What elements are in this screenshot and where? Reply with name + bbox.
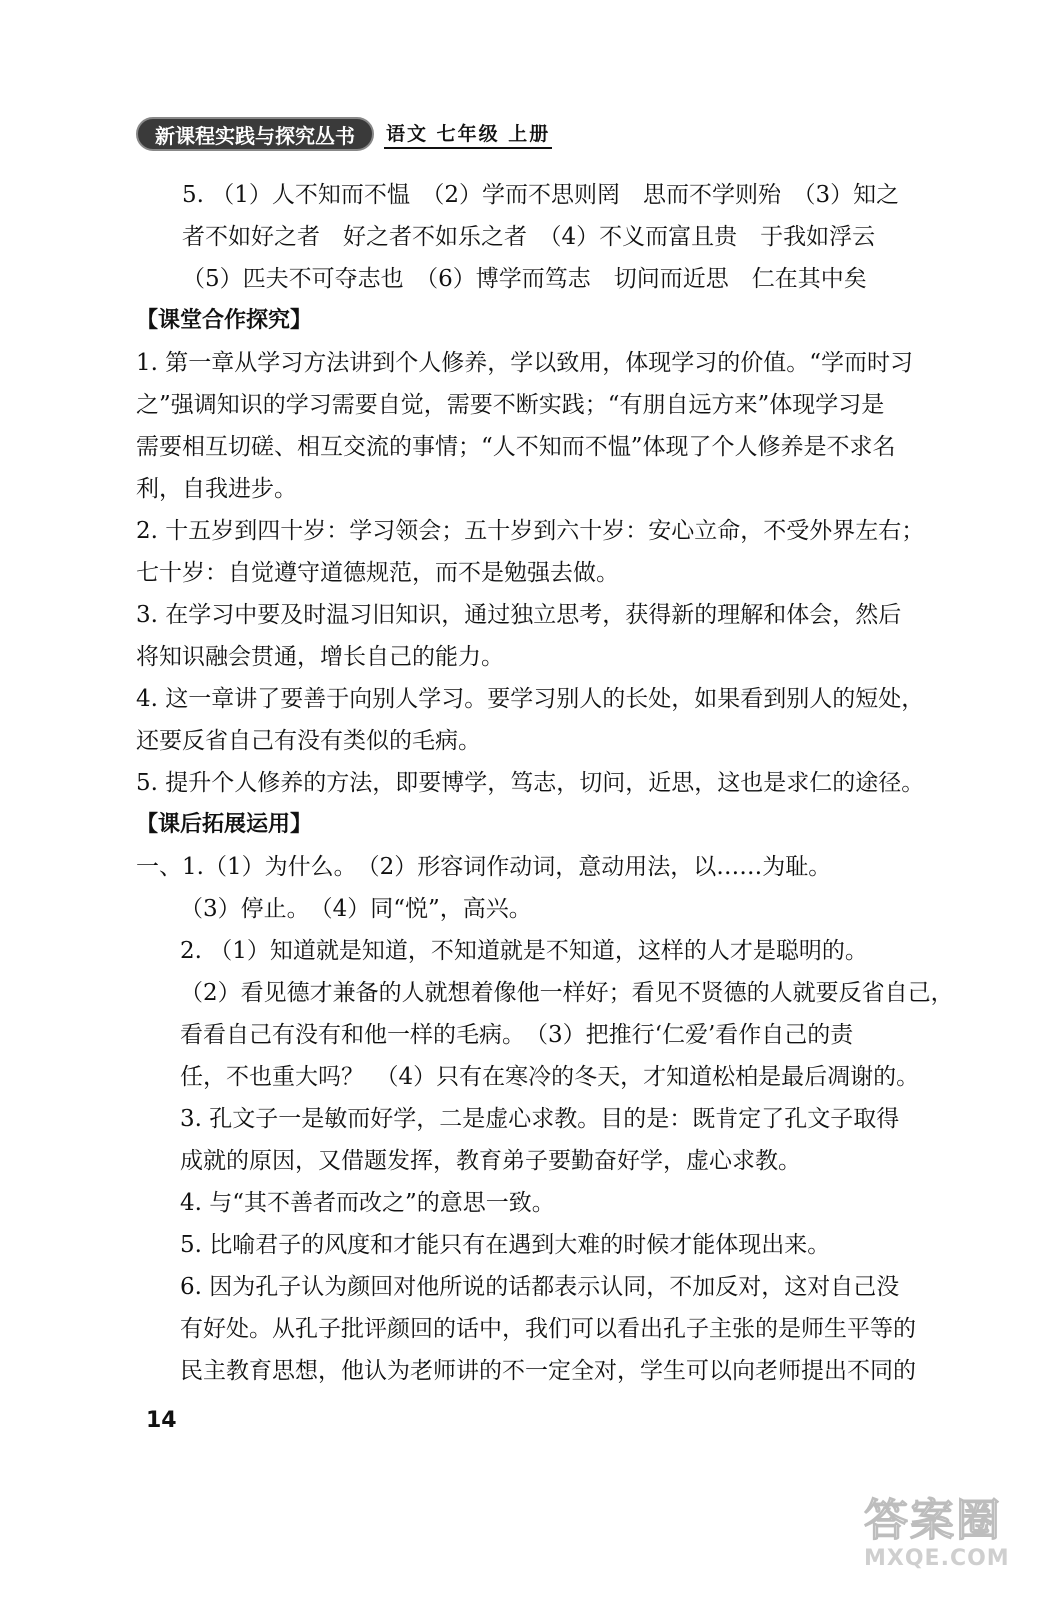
text-line: 4. 与“其不善者而改之”的意思一致。 bbox=[180, 1190, 555, 1216]
page-number: 14 bbox=[146, 1408, 177, 1433]
text-line: 6. 因为孔子认为颜回对他所说的话都表示认同，不加反对，这对自己没 bbox=[180, 1274, 900, 1300]
watermark-logo bbox=[864, 1496, 1050, 1586]
text-line: 看看自己有没有和他一样的毛病。 （3）把推行‘仁爱’看作自己的责 bbox=[180, 1022, 854, 1048]
text-line: （2）看见德才兼备的人就想着像他一样好；看见不贤德的人就要反省自己， bbox=[180, 980, 954, 1006]
text-line: （5）匹夫不可夺志也 （6）博学而笃志 切问而近思 仁在其中矣 bbox=[182, 266, 867, 292]
answer-content bbox=[136, 174, 954, 1392]
page-header bbox=[136, 116, 552, 152]
text-line: 成就的原因，又借题发挥，教育弟子要勤奋好学，虚心求教。 bbox=[180, 1148, 801, 1174]
text-line: 之”强调知识的学习需要自觉，需要不断实践；“有朋自远方来”体现学习是 bbox=[136, 392, 885, 418]
text-line: 七十岁：自觉遵守道德规范，而不是勉强去做。 bbox=[136, 560, 619, 586]
text-line: 1. 第一章从学习方法讲到个人修养，学以致用，体现学习的价值。“学而时习 bbox=[136, 350, 914, 376]
section-heading: 【课堂合作探究】 bbox=[136, 308, 313, 333]
text-line: 者不如好之者 好之者不如乐之者 （4）不义而富且贵 于我如浮云 bbox=[182, 224, 876, 250]
text-line: 4. 这一章讲了要善于向别人学习。要学习别人的长处，如果看到别人的短处， bbox=[136, 686, 925, 712]
text-line: 民主教育思想，他认为老师讲的不一定全对，学生可以向老师提出不同的 bbox=[180, 1358, 916, 1384]
text-line: 有好处。从孔子批评颜回的话中，我们可以看出孔子主张的是师生平等的 bbox=[180, 1316, 916, 1342]
series-badge: 新课程实践与探究丛书 bbox=[136, 117, 374, 151]
section-heading: 【课后拓展运用】 bbox=[136, 812, 313, 837]
text-line: （3）停止。 （4）同“悦”，高兴。 bbox=[180, 896, 532, 922]
text-line: 还要反省自己有没有类似的毛病。 bbox=[136, 728, 481, 754]
text-line: 任，不也重大吗？ （4）只有在寒冷的冬天，才知道松柏是最后凋谢的。 bbox=[180, 1064, 920, 1090]
text-line: 5. （1）人不知而不愠 （2）学而不思则罔 思而不学则殆 （3）知之 bbox=[182, 182, 900, 208]
watermark-title: 答案圈 bbox=[864, 1495, 1002, 1546]
text-line: 将知识融会贯通，增长自己的能力。 bbox=[136, 644, 504, 670]
text-line: 5. 比喻君子的风度和才能只有在遇到大难的时候才能体现出来。 bbox=[180, 1232, 831, 1258]
text-line: 2. 十五岁到四十岁：学习领会；五十岁到六十岁：安心立命，不受外界左右； bbox=[136, 518, 925, 544]
text-line: 5. 提升个人修养的方法，即要博学，笃志，切问，近思，这也是求仁的途径。 bbox=[136, 770, 925, 796]
text-line: 利，自我进步。 bbox=[136, 476, 297, 502]
text-line: 2. （1）知道就是知道，不知道就是不知道，这样的人才是聪明的。 bbox=[180, 938, 868, 964]
book-title: 语文 七年级 上册 bbox=[384, 119, 552, 149]
text-line: 一、1.（1）为什么。 （2）形容词作动词，意动用法，以……为耻。 bbox=[136, 854, 832, 880]
text-line: 需要相互切磋、相互交流的事情；“人不知而不愠”体现了个人修养是不求名 bbox=[136, 434, 896, 460]
watermark-url: MXQE.COM bbox=[864, 1546, 1010, 1571]
text-line: 3. 孔文子一是敏而好学，二是虚心求教。目的是：既肯定了孔文子取得 bbox=[180, 1106, 900, 1132]
text-line: 3. 在学习中要及时温习旧知识，通过独立思考，获得新的理解和体会，然后 bbox=[136, 602, 902, 628]
